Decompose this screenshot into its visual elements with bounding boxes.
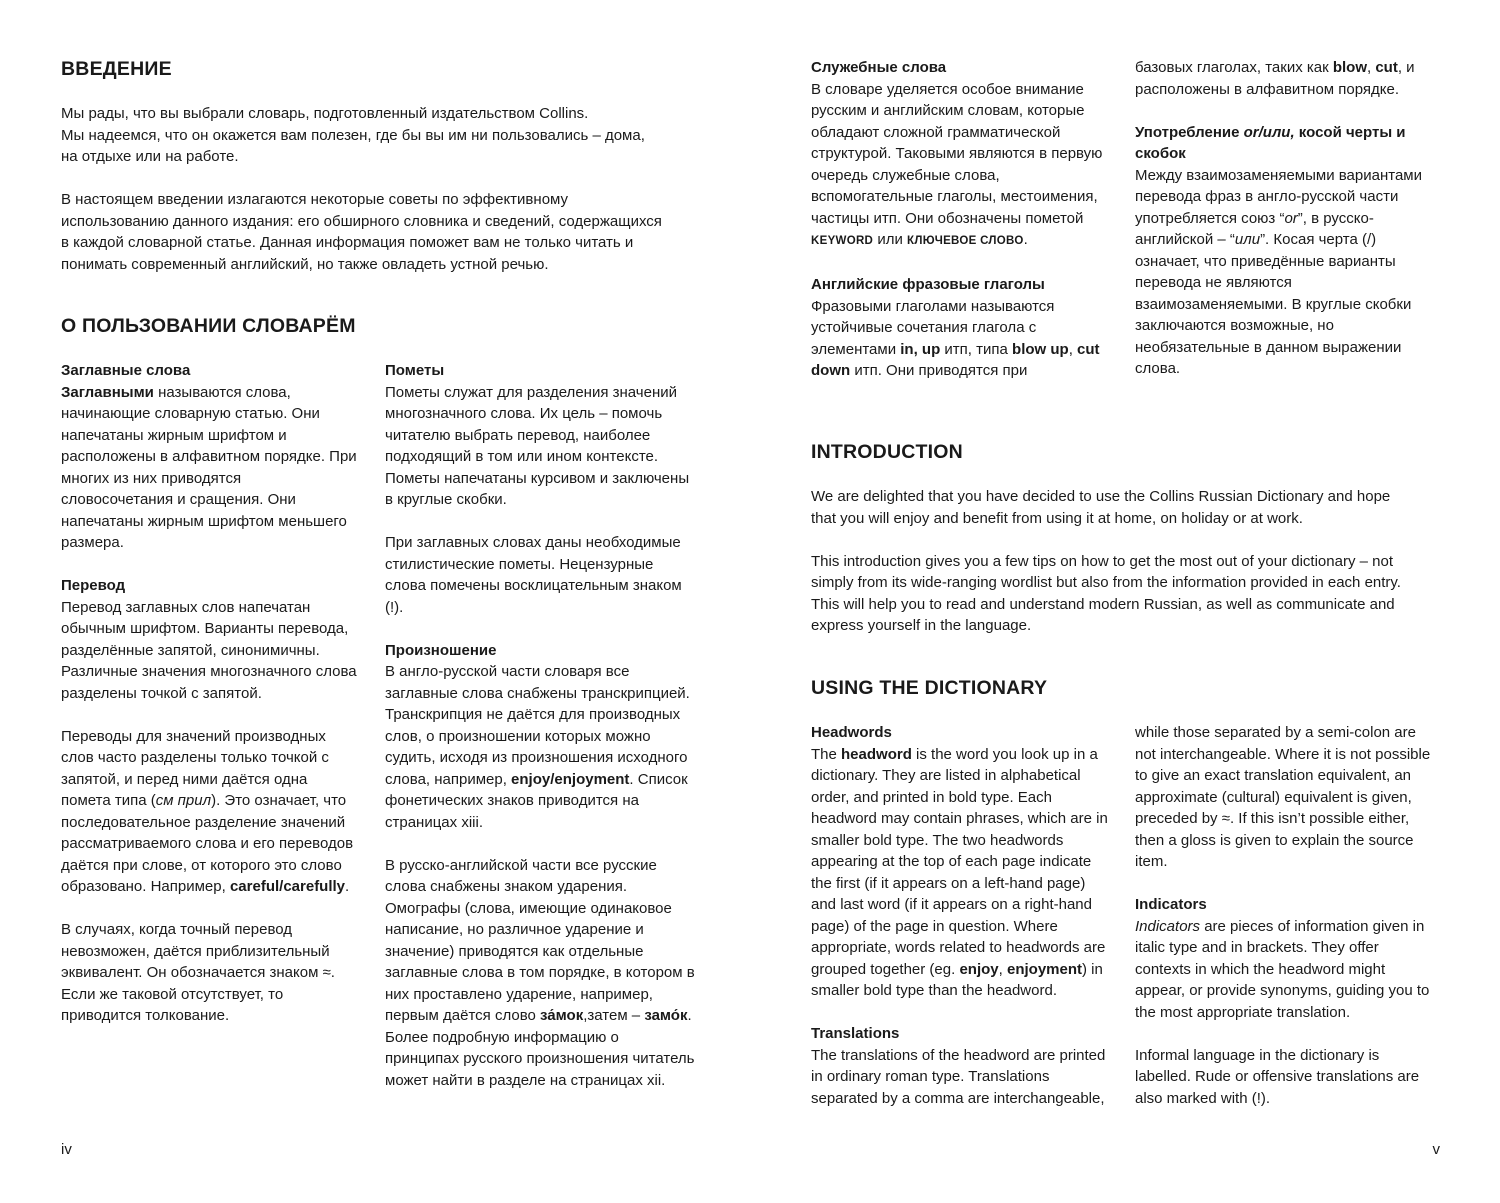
- body-text: . Более подробную информацию о принципах русского произношения читатель может найти в разделе на страницах xii.: [385, 1007, 695, 1089]
- subheading: Произношение: [385, 641, 497, 659]
- text-line: на отдыхе или на работе.: [61, 148, 239, 165]
- bold-term: blow up: [1012, 340, 1069, 358]
- text-line: Мы рады, что вы выбрали словарь, подготовленный издательством Collins.: [61, 105, 589, 122]
- text-line: В настоящем введении излагаются некоторые советы по эффективному: [61, 191, 569, 208]
- right-column-2-top: [1135, 57, 1435, 380]
- body-text: ,затем –: [583, 1007, 645, 1024]
- text-line: This introduction gives you a few tips on how to get the most out of your dictionary – not: [811, 552, 1393, 570]
- subheading: Пометы: [385, 362, 445, 379]
- page-number-right: v: [1432, 1141, 1440, 1158]
- bold-term: enjoyment: [1006, 960, 1082, 978]
- page-heading-vvedenie: ВВЕДЕНИЕ: [61, 58, 172, 80]
- subheading: Служебные слова: [811, 59, 947, 76]
- right-column-1-bottom: [811, 722, 1113, 1109]
- bold-term: cut: [1375, 59, 1398, 76]
- body-text: ”. Косая черта (/) означает, что приведённые варианты перевода не являются взаимозаменяемыми. В круглые скобки заключаются возможные, но необязательные в данном выражении слова.: [1135, 231, 1412, 377]
- body-text: Переводы для значений производных слов часто разделены только точкой с запятой, и перед ними даётся одна помета типа (: [61, 727, 329, 809]
- body-text: итп. Они приводятся при: [850, 362, 1028, 379]
- italic-term: or/или,: [1243, 123, 1295, 141]
- body-text: Между взаимозаменяемыми вариантами перевода фраз в англо-русской части употребляется союз “: [1135, 166, 1422, 227]
- subheading: Заглавные слова: [61, 362, 191, 379]
- bold-term: за́мок: [540, 1007, 584, 1024]
- intro-paragraph: [61, 189, 731, 275]
- right-page: [750, 0, 1500, 1203]
- body-text: Пометы служат для разделения значений многозначного слова. Их цель – помочь читателю выбрать перевод, наиболее подходящий в том или ином контексте. Пометы напечатаны курсивом и заключены в круглые скобки.: [385, 383, 690, 508]
- body-text: ,: [1367, 59, 1376, 76]
- body-paragraph: [385, 855, 695, 1092]
- body-text: ,: [1068, 340, 1078, 358]
- body-text: Фразовыми глаголами называются устойчивые сочетания глагола с элементами: [811, 297, 1055, 358]
- subheading: Headwords: [811, 724, 892, 741]
- section-heading-using-en: USING THE DICTIONARY: [811, 677, 1048, 699]
- entry-translation-ru: [61, 575, 357, 704]
- body-paragraph: [61, 919, 357, 1027]
- bold-term: careful/carefully: [229, 878, 346, 895]
- small-caps-term: KEYWORD: [811, 235, 874, 247]
- body-text: ) in smaller bold type than the headword.: [811, 960, 1103, 999]
- left-column-1: [61, 360, 357, 1027]
- bold-term: blow: [1332, 59, 1367, 76]
- subheading: Английские фразовые глаголы: [811, 276, 1045, 293]
- text-line: в каждой словарной статье. Данная информация поможет вам не только читать и: [61, 234, 634, 251]
- body-text: . Список фонетических знаков приводится на страницах xiii.: [385, 770, 688, 831]
- body-text: или: [873, 231, 908, 248]
- body-paragraph: [385, 532, 695, 618]
- italic-term: или: [1234, 231, 1261, 248]
- intro-text-ru: [61, 103, 731, 297]
- body-text: Informal language in the dictionary is labelled. Rude or offensive translations are also marked with (!).: [1135, 1046, 1420, 1107]
- entry-function-words-ru: [811, 57, 1113, 253]
- body-text: ). Это означает, что последовательное разделение значений рассматриваемого слова и его переводов даётся при слове, от которого это слово образовано. Например,: [61, 792, 354, 895]
- body-text: , и расположены в алфавитном порядке.: [1135, 59, 1415, 98]
- text-line: Мы надеемся, что он окажется вам полезен, где бы вы им ни пользовались – дома,: [61, 126, 645, 144]
- subheading-part: косой черты и скобок: [1135, 123, 1406, 162]
- bold-term: enjoy: [959, 960, 999, 978]
- body-text: is the word you look up in a dictionary. They are listed in alphabetical order, and printed in bold type. Each headword may contain phrases, which are in smaller bold type. The two headwords appearing at the top of each page indicate the first (if it appears on a left-hand page) and last word (if it appears on a right-hand page) of the page in question. Where appropriate, words related to headwords are grouped together (eg.: [811, 745, 1108, 978]
- body-text: ,: [998, 960, 1007, 978]
- entry-phrasal-verbs-ru: [811, 274, 1113, 382]
- body-text: При заглавных словах даны необходимые стилистические пометы. Нецензурные слова помечены восклицательным знаком (!).: [385, 534, 682, 616]
- body-text: are pieces of information given in italic type and in brackets. They offer contexts in which the headword might appear, or provide synonyms, guiding you to the most appropriate translation.: [1135, 917, 1430, 1021]
- text-line: понимать современный английский, но также овладеть устной речью.: [61, 255, 549, 273]
- entry-pronunciation-ru: [385, 640, 695, 834]
- subheading: Перевод: [61, 577, 126, 594]
- body-text: В словаре уделяется особое внимание русским и английским словам, которые обладают сложной грамматической структурой. Таковыми являются в первую очередь служебные слова, вспомогательные глаголы, местоимения, частицы итп. Они обозначены пометой: [811, 80, 1103, 227]
- page-number-left: iv: [61, 1141, 72, 1158]
- body-text: называются слова, начинающие словарную статью. Они напечатаны жирным шрифтом и расположены в алфавитном порядке. При многих из них приводятся словосочетания и сращения. Они напечатаны жирным шрифтом меньшего размера.: [61, 383, 357, 551]
- text-line: express yourself in the language.: [811, 617, 1032, 634]
- body-text: итп, типа: [940, 340, 1013, 358]
- body-text: The: [811, 745, 842, 763]
- entry-translations-en: [811, 1023, 1113, 1109]
- body-paragraph: [1135, 57, 1435, 100]
- body-text: .: [1023, 231, 1028, 248]
- entry-headwords-en: [811, 722, 1113, 1002]
- body-text: В русско-английской части все русские слова снабжены знаком ударения. Омографы (слова, имеющие одинаковое написание, но различное ударение и значение) приводятся как отдельные заглавные слова в том порядке, в котором в них проставлено ударение, например, первым даётся слово: [385, 856, 695, 1024]
- body-text: ”, в русско-английской – “: [1135, 209, 1374, 248]
- text-line: использованию данного издания: его обширного словника и сведений, содержащихся: [61, 212, 662, 230]
- small-caps-term: КЛЮЧЕВОЕ СЛОВО: [907, 235, 1024, 247]
- text-line: This will help you to read and understand modern Russian, as well as communicate and: [811, 595, 1395, 613]
- body-paragraph: [61, 726, 357, 898]
- body-text: Перевод заглавных слов напечатан обычным шрифтом. Варианты перевода, разделённые запятой, синонимичны. Различные значения многозначного слова разделены точкой с запятой.: [61, 598, 357, 702]
- body-text: while those separated by a semi-colon are not interchangeable. Where it is not possible to give an exact translation equivalent, an approximate (cultural) equivalent is given, preceded by ≈. If this isn’t possible either, then a gloss is given to explain the source item.: [1135, 724, 1431, 870]
- text-line: simply from its wide-ranging wordlist but also from the information provided in each entry.: [811, 574, 1401, 591]
- italic-term: Indicators: [1135, 917, 1201, 935]
- intro-text-en: [811, 486, 1491, 658]
- right-column-2-bottom: [1135, 722, 1431, 1109]
- left-column-2: [385, 360, 695, 1091]
- entry-headwords-ru: [61, 360, 357, 554]
- subheading-part: Употребление: [1135, 123, 1244, 141]
- body-text: .: [345, 878, 350, 895]
- body-text: В случаях, когда точный перевод невозможен, даётся приблизительный эквивалент. Он обозначается знаком ≈. Если же таковой отсутствует, то приводится толкование.: [61, 921, 335, 1024]
- bold-term: in, up: [900, 340, 941, 358]
- bold-term: замо́к: [644, 1007, 688, 1024]
- bold-term: enjoy/enjoyment: [511, 770, 630, 788]
- body-paragraph: [1135, 722, 1431, 873]
- body-text: базовых глаголах, таких как: [1135, 59, 1333, 76]
- entry-usage-ru: [1135, 122, 1435, 380]
- entry-indicators-en: [1135, 894, 1431, 1023]
- italic-term: or: [1284, 209, 1298, 227]
- intro-paragraph: [811, 486, 1491, 529]
- text-line: We are delighted that you have decided to use the Collins Russian Dictionary and hope: [811, 488, 1391, 505]
- subheading: Indicators: [1135, 896, 1207, 913]
- subheading: Translations: [811, 1025, 900, 1042]
- italic-term: см прил: [155, 792, 212, 809]
- section-heading-using-ru: О ПОЛЬЗОВАНИИ СЛОВАРЁМ: [61, 315, 356, 337]
- intro-paragraph: [811, 551, 1491, 637]
- text-line: that you will enjoy and benefit from using it at home, on holiday or at work.: [811, 509, 1303, 527]
- right-column-1-top: [811, 57, 1113, 382]
- entry-labels-ru: [385, 360, 695, 511]
- page-heading-introduction: INTRODUCTION: [811, 441, 963, 463]
- body-text: В англо-русской части словаря все заглавные слова снабжены транскрипцией. Транскрипция не даётся для производных слов, о произношении которых можно судить, исходя из произношения исходного слова, например,: [385, 663, 690, 788]
- bold-term: Заглавными: [61, 383, 154, 401]
- body-paragraph: [1135, 1045, 1431, 1110]
- bold-term: cut down: [811, 340, 1100, 379]
- subheading: [1135, 122, 1435, 165]
- intro-paragraph: [61, 103, 731, 168]
- bold-term: headword: [841, 745, 912, 763]
- body-text: The translations of the headword are printed in ordinary roman type. Translations separated by a comma are interchangeable,: [811, 1046, 1106, 1107]
